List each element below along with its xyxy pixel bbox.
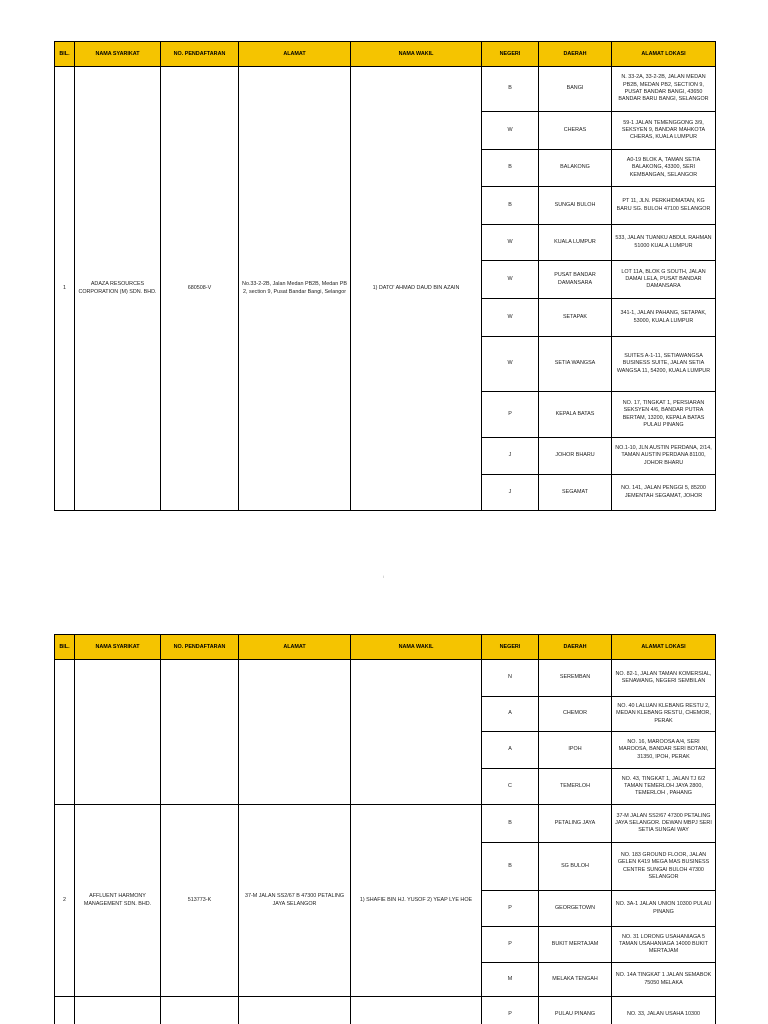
daerah-cell: CHEMOR (539, 697, 612, 732)
daerah-cell: SEREMBAN (539, 660, 612, 697)
location-address-cell: NO. 183 GROUND FLOOR, JALAN GELEN K419 MEGA MAS BUSINESS CENTRE SUNGAI BULOH 47300 SELANGOR (612, 843, 716, 891)
location-address-cell: 37-M JALAN SS2/67 47300 PETALING JAYA SELANGOR. DEWAN MBPJ SERI SETIA SUNGAI WAY (612, 805, 716, 843)
daerah-cell: BUKIT MERTAJAM (539, 927, 612, 963)
location-address-cell: LOT 11A, BLOK G SOUTH, JALAN DAMAI LELA, PUSAT BANDAR DAMANSARA (612, 261, 716, 299)
address-cell: 37-M JALAN SS2/67 B 47300 PETALING JAYA SELANGOR (239, 805, 351, 997)
address-cell: No.33-2-2B, Jalan Medan PB2B, Medan PB 2, section 9, Pusat Bandar Bangi, Selangor (239, 67, 351, 511)
location-address-cell: NO. 14A TINGKAT 1 JALAN SEMABOK 75050 MELAKA (612, 963, 716, 997)
header-bil: BIL. (55, 42, 75, 67)
negeri-cell: W (482, 112, 539, 150)
header-alamat-lokasi: ALAMAT LOKASI (612, 42, 716, 67)
negeri-cell: J (482, 438, 539, 475)
address-cell (239, 997, 351, 1024)
header-alamat: ALAMAT (239, 635, 351, 660)
header-nama-syarikat: NAMA SYARIKAT (75, 635, 161, 660)
daerah-cell: TEMERLOH (539, 769, 612, 805)
header-no-pendaftaran: NO. PENDAFTARAN (161, 635, 239, 660)
company-name-cell: AFFLUENT HARMONY MANAGEMENT SDN. BHD. (75, 805, 161, 997)
location-address-cell: NO. 141, JALAN PENGGI 5, 85200 JEMENTAH SEGAMAT, JOHOR (612, 475, 716, 511)
daerah-cell: SETAPAK (539, 299, 612, 337)
negeri-cell: N (482, 660, 539, 697)
negeri-cell: P (482, 927, 539, 963)
daerah-cell: GEORGETOWN (539, 891, 612, 927)
company-name-cell: ADAZA RESOURCES CORPORATION (M) SDN. BHD. (75, 67, 161, 511)
location-address-cell: N. 33-2A, 33-2-2B, JALAN MEDAN PB2B, MEDAN PB2, SECTION 9, PUSAT BANDAR BANGI, 43650 BANDAR BARU BANGI, SELANGOR (612, 67, 716, 112)
representative-cell (351, 660, 482, 805)
location-address-cell: A0-19 BLOK A, TAMAN SETIA BALAKONG, 43300, SERI KEMBANGAN, SELANGOR (612, 150, 716, 187)
representative-cell (351, 997, 482, 1024)
daerah-cell: BALAKONG (539, 150, 612, 187)
header-no-pendaftaran: NO. PENDAFTARAN (161, 42, 239, 67)
negeri-cell: P (482, 891, 539, 927)
location-address-cell: NO. 3A-1 JALAN UNION 10300 PULAU PINANG (612, 891, 716, 927)
location-address-cell: NO. 16, MAROOSA A/4, SERI MAROOSA, BANDAR SERI BOTANI, 31350, IPOH, PERAK (612, 732, 716, 769)
header-alamat: ALAMAT (239, 42, 351, 67)
negeri-cell: J (482, 475, 539, 511)
company-table-page-2 (54, 634, 716, 1024)
registration-number-cell (161, 997, 239, 1024)
daerah-cell: JOHOR BHARU (539, 438, 612, 475)
page-marker: i (383, 574, 384, 579)
address-cell (239, 660, 351, 805)
header-daerah: DAERAH (539, 42, 612, 67)
daerah-cell: KEPALA BATAS (539, 392, 612, 438)
bil-cell (55, 997, 75, 1024)
negeri-cell: B (482, 187, 539, 225)
header-alamat-lokasi: ALAMAT LOKASI (612, 635, 716, 660)
daerah-cell: MELAKA TENGAH (539, 963, 612, 997)
header-nama-wakil: NAMA WAKIL (351, 635, 482, 660)
negeri-cell: M (482, 963, 539, 997)
location-address-cell: 341-1, JALAN PAHANG, SETAPAK, 53000, KUALA LUMPUR (612, 299, 716, 337)
representative-cell: 1) SHAFIE BIN HJ. YUSOF 2) YEAP LYE HOE (351, 805, 482, 997)
location-address-cell: NO. 43, TINGKAT 1, JALAN TJ 6/2 TAMAN TEMERLOH JAYA 2800, TEMERLOH , PAHANG (612, 769, 716, 805)
location-address-cell: NO. 82-1, JALAN TAMAN KOMERSIAL, SENAWANG, NEGERI SEMBILAN (612, 660, 716, 697)
location-address-cell: NO. 17, TINGKAT 1, PERSIARAN SEKSYEN 4/6, BANDAR PUTRA BERTAM, 13200, KEPALA BATAS PULAU PINANG (612, 392, 716, 438)
header-nama-wakil: NAMA WAKIL (351, 42, 482, 67)
header-nama-syarikat: NAMA SYARIKAT (75, 42, 161, 67)
location-address-cell: 59-1 JALAN TEMENGGONG 3/9, SEKSYEN 9, BANDAR MAHKOTA CHERAS, KUALA LUMPUR (612, 112, 716, 150)
negeri-cell: B (482, 843, 539, 891)
header-daerah: DAERAH (539, 635, 612, 660)
negeri-cell: W (482, 225, 539, 261)
location-address-cell: 533, JALAN TUANKU ABDUL RAHMAN 51000 KUALA LUMPUR (612, 225, 716, 261)
header-negeri: NEGERI (482, 635, 539, 660)
location-address-cell: NO. 31 LORONG USAHANIAGA 5 TAMAN USAHANIAGA 14000 BUKIT MERTAJAM (612, 927, 716, 963)
bil-cell: 1 (55, 67, 75, 511)
bil-cell: 2 (55, 805, 75, 997)
company-name-cell (75, 660, 161, 805)
location-address-cell: NO.1-10, JLN AUSTIN PERDANA, 2/14, TAMAN AUSTIN PERDANA 81100, JOHOR BHARU (612, 438, 716, 475)
negeri-cell: P (482, 392, 539, 438)
header-negeri: NEGERI (482, 42, 539, 67)
location-address-cell: PT 11, JLN. PERKHIDMATAN, KG BARU SG. BULOH 47100 SELANGOR (612, 187, 716, 225)
table-row (55, 660, 716, 697)
registration-number-cell: 513773-K (161, 805, 239, 997)
registration-number-cell (161, 660, 239, 805)
daerah-cell: IPOH (539, 732, 612, 769)
company-name-cell (75, 997, 161, 1024)
daerah-cell: SUNGAI BULOH (539, 187, 612, 225)
negeri-cell: A (482, 697, 539, 732)
location-address-cell: NO. 40 LALUAN KLEBANG RESTU 2, MEDAN KLEBANG RESTU, CHEMOR, PERAK (612, 697, 716, 732)
daerah-cell: SETIA WANGSA (539, 337, 612, 392)
daerah-cell: PETALING JAYA (539, 805, 612, 843)
negeri-cell: C (482, 769, 539, 805)
location-address-cell: NO. 33, JALAN USAHA 10300 (612, 997, 716, 1024)
daerah-cell: PULAU PINANG (539, 997, 612, 1024)
table-row (55, 805, 716, 843)
bil-cell (55, 660, 75, 805)
location-address-cell: SUITES A-1-11, SETIAWANGSA BUSINESS SUITE, JALAN SETIA WANGSA 11, 54200, KUALA LUMPUR (612, 337, 716, 392)
table-header-row (55, 635, 716, 660)
negeri-cell: B (482, 67, 539, 112)
negeri-cell: P (482, 997, 539, 1024)
negeri-cell: B (482, 150, 539, 187)
negeri-cell: W (482, 337, 539, 392)
daerah-cell: PUSAT BANDAR DAMANSARA (539, 261, 612, 299)
header-bil: BIL. (55, 635, 75, 660)
daerah-cell: SEGAMAT (539, 475, 612, 511)
daerah-cell: KUALA LUMPUR (539, 225, 612, 261)
negeri-cell: W (482, 299, 539, 337)
negeri-cell: A (482, 732, 539, 769)
registration-number-cell: 680508-V (161, 67, 239, 511)
daerah-cell: CHERAS (539, 112, 612, 150)
table-row (55, 997, 716, 1024)
representative-cell: 1) DATO' AHMAD DAUD BIN AZAIN (351, 67, 482, 511)
daerah-cell: SG BULOH (539, 843, 612, 891)
negeri-cell: B (482, 805, 539, 843)
negeri-cell: W (482, 261, 539, 299)
daerah-cell: BANGI (539, 67, 612, 112)
